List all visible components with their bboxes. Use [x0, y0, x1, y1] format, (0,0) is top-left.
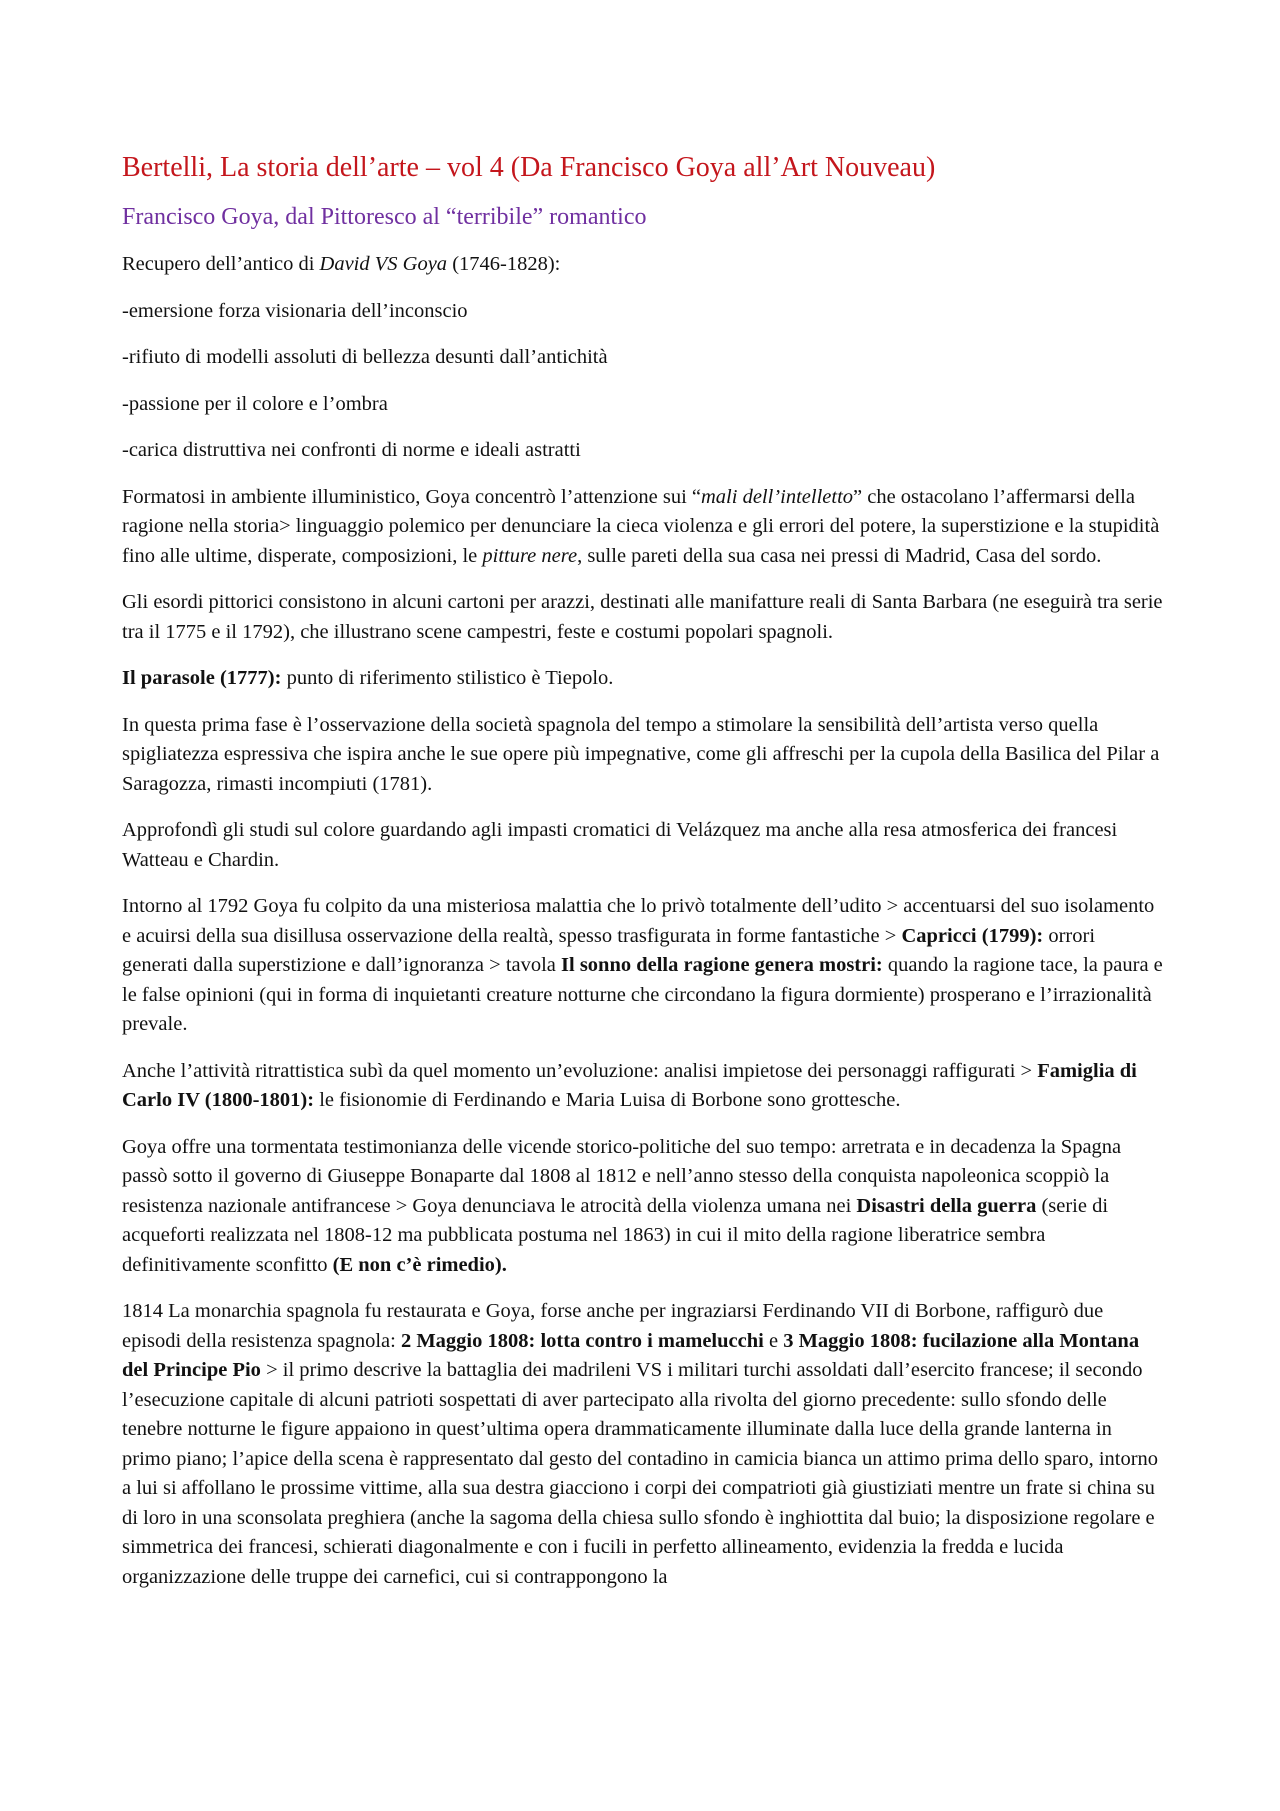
paragraph-storia-politica [122, 1133, 1165, 1281]
paragraph-1814 [122, 1297, 1165, 1592]
italic-run: mali dell’intelletto [701, 485, 854, 508]
text-run: Intorno al 1792 Goya fu colpito da una misteriosa malattia che lo privò totalmente dell’udito > accentuarsi del suo isolamento e acuirsi della sua disillusa osservazione della realtà, spesso trasfigurata in forme fantastiche > [122, 895, 1155, 947]
text-run: e [763, 1329, 784, 1352]
text-run: > il primo descrive la battaglia dei madrileni VS i militari turchi assoldati dall’esercito francese; il secondo l’esecuzione capitale di alcuni patrioti sospettati di aver partecipato alla rivolta del giorno precedente: sullo sfondo delle tenebre notturne le figure appaiono in quest’ultima opera drammaticamente illuminate dalla luce della grande lanterna in primo piano; l’apice della scena è rappresentato dal gesto del contadino in camicia bianca un attimo prima dello sparo, intorno a lui si affollano le prossime vittime, alla sua destra giacciono i corpi dei compatrioti già giustiziati mentre un frate si china su di loro in una sconsolata preghiera (anche la sagoma della chiesa sullo sfondo è inghiottita dal buio; la disposizione regolare e simmetrica dei francesi, schierati diagonalmente e con i fucili in perfetto allineamento, evidenzia la fredda e lucida organizzazione delle truppe dei carnefici, cui si contrappongono la [122, 1359, 1159, 1588]
bullet-item: -passione per il colore e l’ombra [122, 392, 388, 415]
text-run: orrori generati dalla superstizione e dall’ignoranza > tavola [122, 924, 1096, 976]
text-run: 1814 La monarchia spagnola fu restaurata e Goya, forse anche per ingraziarsi Ferdinando VII di Borbone, raffigurò due episodi della resistenza spagnola: [122, 1300, 1104, 1352]
bold-run: (E non c’è rimedio). [332, 1253, 507, 1276]
text-run: le fisionomie di Ferdinando e Maria Luisa di Borbone sono grottesche. [314, 1089, 901, 1111]
paragraph-parasole [122, 664, 1165, 694]
text-run: Goya offre una tormentata testimonianza delle vicende storico-politiche del suo tempo: arretrata e in decadenza la Spagna passò sotto il governo di Giuseppe Bonaparte dal 1808 al 1812 e nell’anno stesso della conquista napoleonica scoppiò la resistenza nazionale antifrancese > Goya denunciava le atrocità della violenza umana nei [122, 1135, 1122, 1217]
bullet-item: -emersione forza visionaria dell’inconscio [122, 299, 468, 322]
bold-run: Il parasole (1777): [122, 667, 282, 689]
section-heading: Francisco Goya, dal Pittoresco al “terribile” romantico [122, 204, 647, 230]
text-run: Formatosi in ambiente illuministico, Goya concentrò l’attenzione sui “ [122, 485, 701, 508]
paragraph-ritratti [122, 1057, 1165, 1116]
document-title: Bertelli, La storia dell’arte – vol 4 (Da Francisco Goya all’Art Nouveau) [122, 152, 936, 183]
paragraph-esordi: Gli esordi pittorici consistono in alcuni cartoni per arazzi, destinati alle manifatture reali di Santa Barbara (ne eseguirà tra serie tra il 1775 e il 1792), che illustrano scene campestri, feste e costumi popolari spagnoli. [122, 591, 1163, 643]
intro-emphasis: David VS Goya [319, 253, 448, 275]
bold-run: 2 Maggio 1808: lotta contro i mamelucchi [400, 1329, 764, 1352]
intro-paragraph [122, 250, 1165, 280]
italic-run: pitture nere [482, 544, 578, 567]
bold-run: Disastri della guerra [856, 1194, 1037, 1217]
bullet-item: -rifiuto di modelli assoluti di bellezza desunti dall’antichità [122, 346, 608, 368]
intro-dates: (1746-1828): [447, 253, 561, 275]
text-run: punto di riferimento stilistico è Tiepolo. [281, 667, 614, 689]
paragraph-malattia [122, 892, 1165, 1040]
text-run: quando la ragione tace, la paura e le false opinioni (qui in forma di inquietanti creature notturne che circondano la figura dormiente) prosperano e l’irrazionalità prevale. [122, 954, 1163, 1035]
bold-run: Famiglia di Carlo IV (1800-1801): [122, 1059, 1137, 1111]
bold-run: Capricci (1799): [901, 924, 1044, 947]
paragraph-prima-fase: In questa prima fase è l’osservazione della società spagnola del tempo a stimolare la sensibilità dell’artista verso quella spigliatezza espressiva che ispira anche le sue opere più impegnative, come gli affreschi per la cupola della Basilica del Pilar a Saragozza, rimasti incompiuti (1781). [122, 713, 1160, 795]
paragraph-colore: Approfondì gli studi sul colore guardando agli impasti cromatici di Velázquez ma anche alla resa atmosferica dei francesi Watteau e Chardin. [122, 819, 1118, 871]
text-run: Anche l’attività ritrattistica subì da quel momento un’evoluzione: analisi impietose dei personaggi raffigurati > [122, 1059, 1038, 1082]
paragraph-formazione [122, 483, 1165, 572]
text-run: , sulle pareti della sua casa nei pressi di Madrid, Casa del sordo. [577, 544, 1102, 567]
bold-run: 3 Maggio 1808: fucilazione alla Montana del Principe Pio [122, 1329, 1140, 1381]
bullet-item: -carica distruttiva nei confronti di norme e ideali astratti [122, 439, 581, 461]
text-run: (serie di acqueforti realizzata nel 1808-12 ma pubblicata postuma nel 1863) in cui il mito della ragione liberatrice sembra definitivamente sconfitto [122, 1194, 1109, 1276]
intro-text: Recupero dell’antico di [122, 253, 320, 275]
text-run: ” che ostacolano l’affermarsi della ragione nella storia> linguaggio polemico per denunciare la cieca violenza e gli errori del potere, la superstizione e la stupidità fino alle ultime, disperate, composizioni, le [122, 485, 1160, 567]
bold-run: Il sonno della ragione genera mostri: [561, 954, 883, 976]
